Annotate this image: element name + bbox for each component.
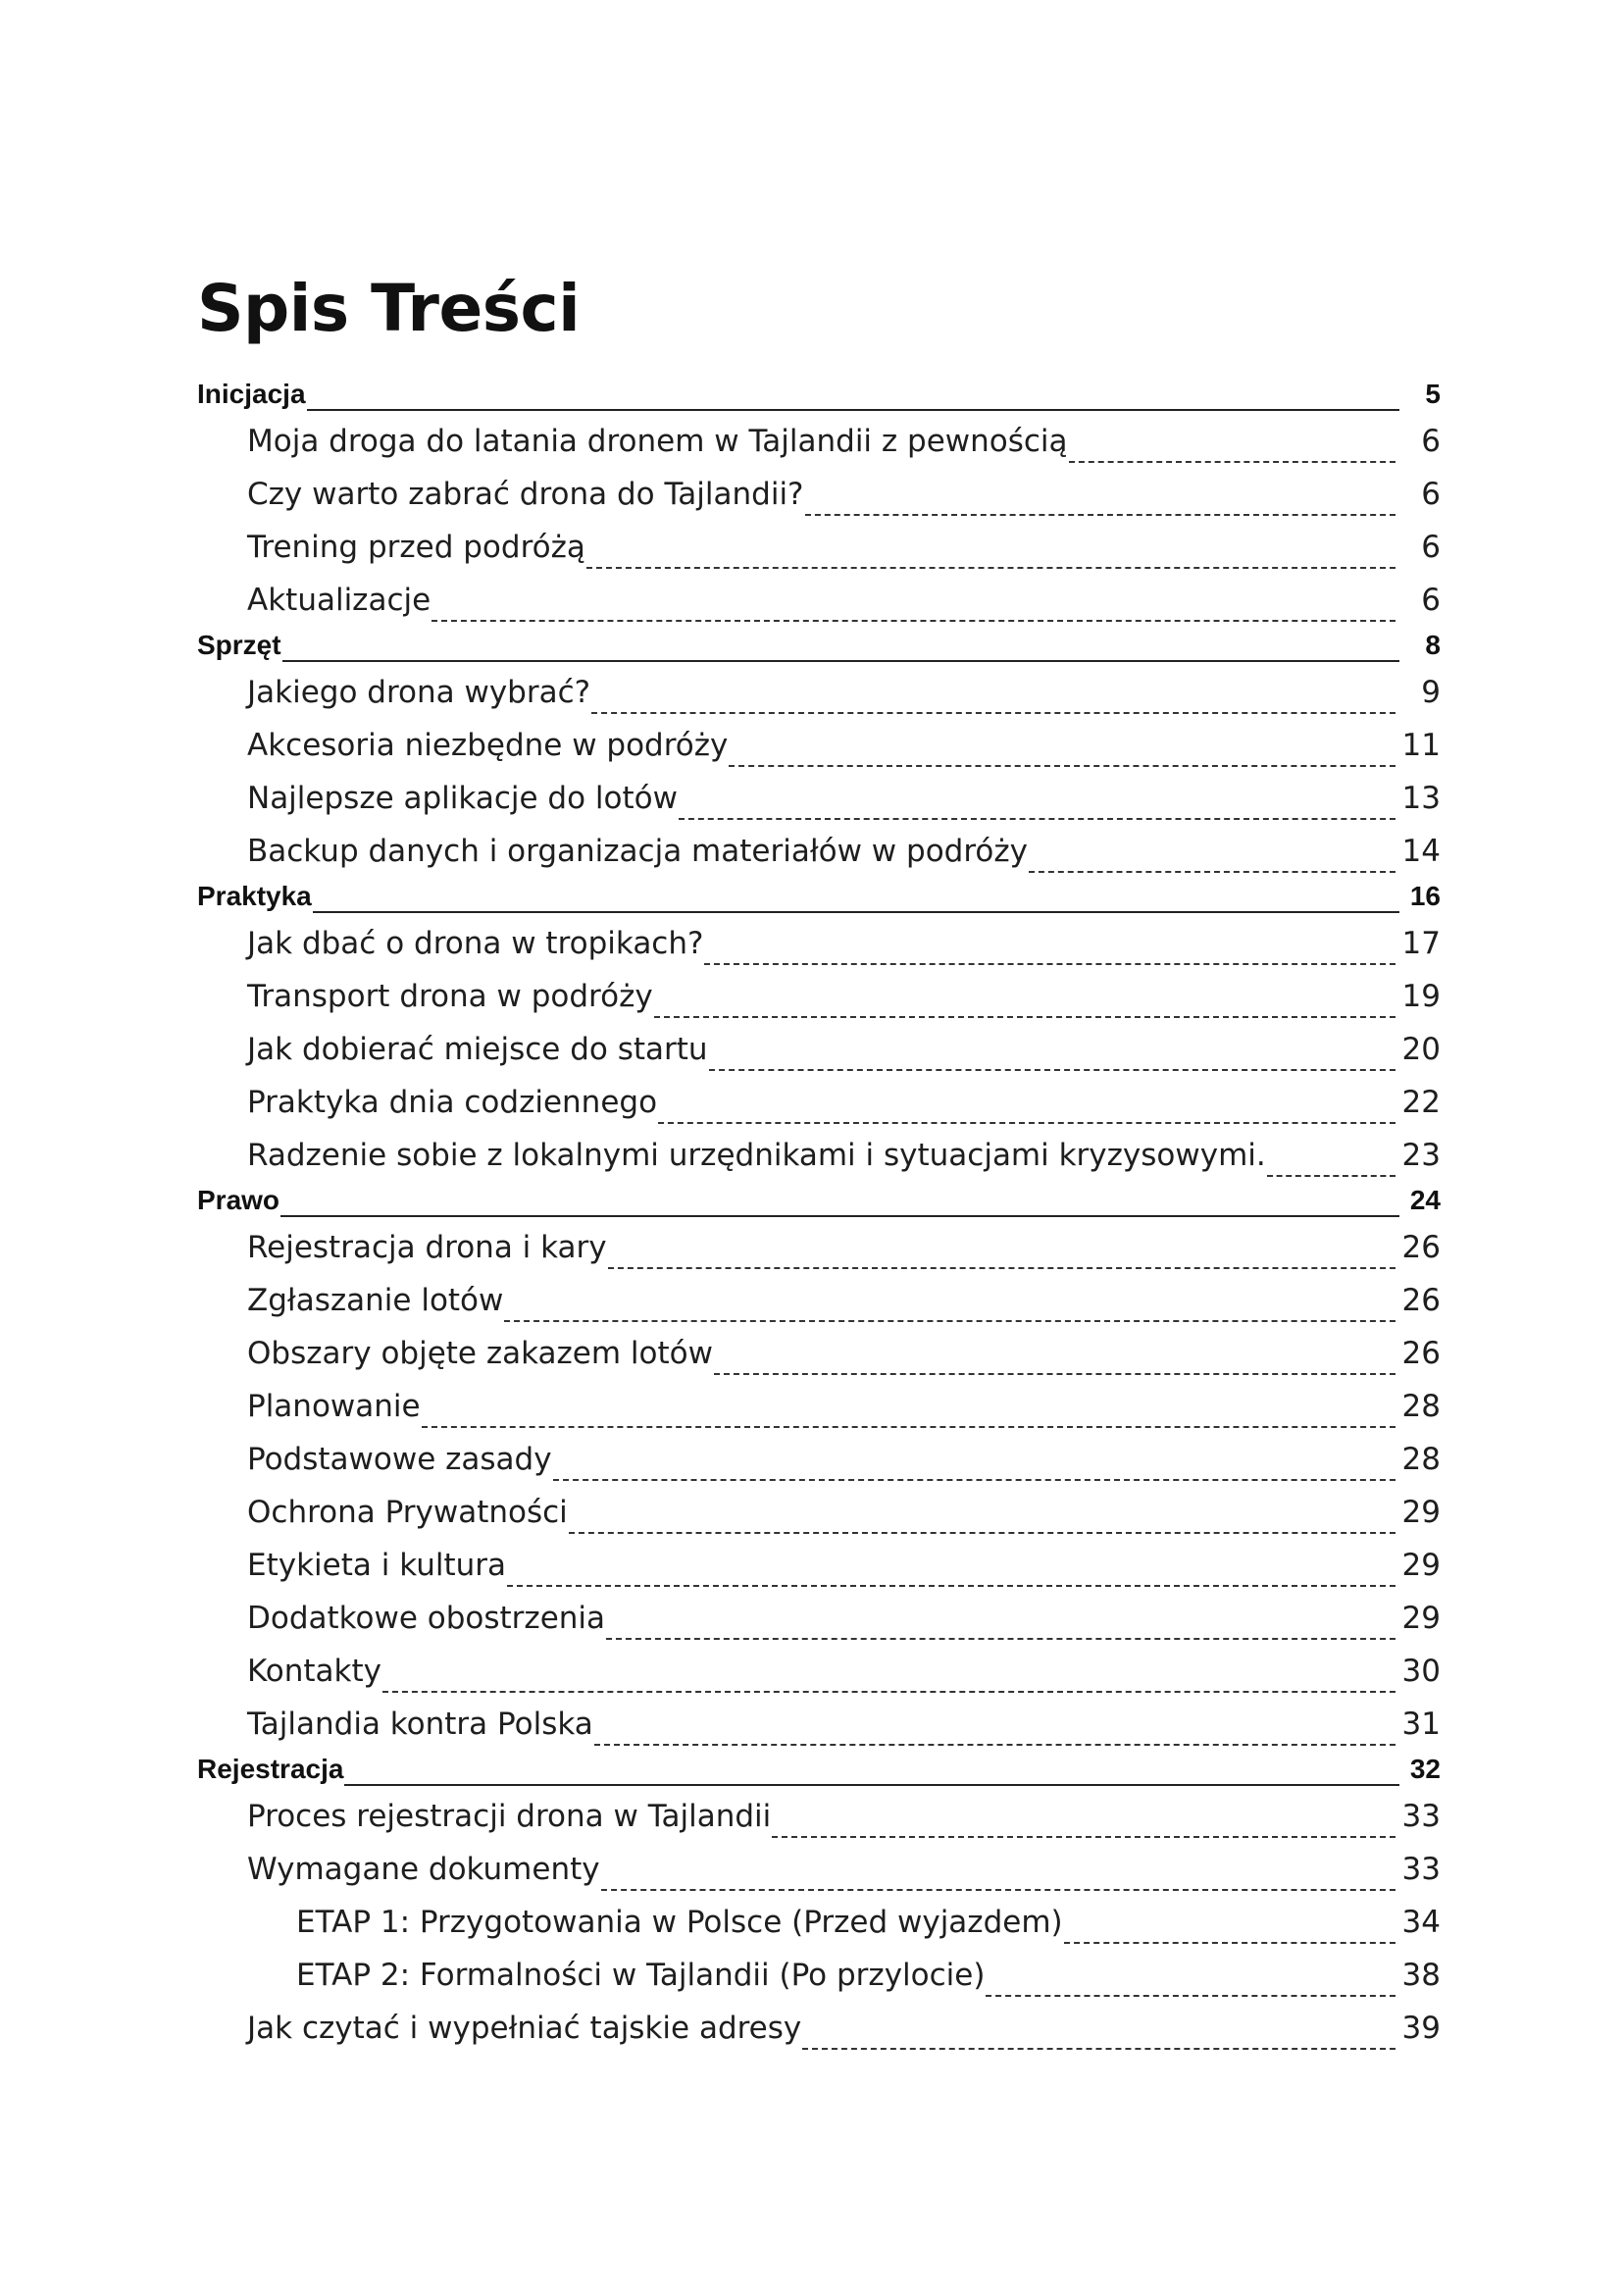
toc-page-number: 32 — [1409, 1754, 1441, 1784]
toc-leader-line — [594, 1744, 1396, 1746]
toc-entry[interactable] — [197, 1754, 1441, 1789]
toc-entry[interactable] — [247, 583, 1441, 626]
toc-entry[interactable] — [247, 1283, 1441, 1326]
toc-leader-line — [431, 620, 1396, 622]
toc-entry-title: Rejestracja — [197, 1754, 344, 1784]
toc-entry[interactable] — [247, 1138, 1441, 1181]
toc-entry-title: Kontakty — [247, 1654, 382, 1689]
toc-page-number: 29 — [1401, 1548, 1441, 1583]
toc-entry-title: ETAP 1: Przygotowania w Polsce (Przed wyjazdem) — [296, 1905, 1063, 1940]
toc-leader-line — [709, 1069, 1396, 1071]
toc-leader-line — [280, 1215, 1399, 1217]
toc-page-number: 26 — [1401, 1230, 1441, 1265]
toc-leader-line — [608, 1267, 1396, 1269]
toc-page-number: 6 — [1421, 424, 1441, 459]
toc-page-number: 34 — [1401, 1905, 1441, 1940]
toc-entry[interactable] — [296, 1958, 1441, 2001]
toc-entry[interactable] — [197, 881, 1441, 916]
toc-page-number: 6 — [1421, 530, 1441, 565]
toc-leader-line — [507, 1585, 1396, 1587]
toc-entry[interactable] — [247, 477, 1441, 520]
toc-entry[interactable] — [296, 1905, 1441, 1948]
toc-entry-title: Praktyka — [197, 881, 312, 911]
toc-entry-title: Radzenie sobie z lokalnymi urzędnikami i sytuacjami kryzysowymi. — [247, 1138, 1266, 1173]
toc-leader-line — [422, 1426, 1396, 1428]
toc-entry[interactable] — [247, 926, 1441, 969]
toc-entry-title: Jak dobierać miejsce do startu — [247, 1032, 708, 1067]
toc-entry-title: Jak czytać i wypełniać tajskie adresy — [247, 2011, 802, 2046]
toc-leader-line — [382, 1691, 1396, 1693]
toc-page-number: 24 — [1409, 1185, 1441, 1215]
toc-entry[interactable] — [247, 1032, 1441, 1075]
toc-entry[interactable] — [247, 424, 1441, 467]
toc-entry[interactable] — [247, 834, 1441, 877]
toc-leader-line — [344, 1784, 1399, 1786]
toc-leader-line — [704, 963, 1396, 965]
toc-leader-line — [569, 1532, 1396, 1534]
toc-entry[interactable] — [197, 379, 1441, 414]
toc-page-number: 19 — [1401, 979, 1441, 1014]
toc-leader-line — [714, 1373, 1396, 1375]
toc-leader-line — [986, 1995, 1396, 1997]
toc-leader-line — [601, 1889, 1396, 1891]
toc-page-number: 6 — [1421, 477, 1441, 512]
toc-page-number: 28 — [1401, 1442, 1441, 1477]
toc-entry-title: ETAP 2: Formalności w Tajlandii (Po przylocie) — [296, 1958, 986, 1993]
toc-entry-title: Etykieta i kultura — [247, 1548, 506, 1583]
toc-entry-title: Obszary objęte zakazem lotów — [247, 1336, 713, 1371]
toc-entry-title: Trening przed podróżą — [247, 530, 585, 565]
toc-page-number: 5 — [1425, 379, 1441, 409]
toc-entry[interactable] — [247, 979, 1441, 1022]
toc-entry[interactable] — [197, 630, 1441, 665]
toc-page-number: 28 — [1401, 1389, 1441, 1424]
toc-leader-line — [658, 1122, 1396, 1124]
toc-entry[interactable] — [247, 675, 1441, 718]
toc-entry[interactable] — [247, 1389, 1441, 1432]
toc-leader-line — [307, 409, 1399, 411]
toc-entry-title: Jak dbać o drona w tropikach? — [247, 926, 704, 961]
toc-page-number: 39 — [1401, 2011, 1441, 2046]
toc-entry-title: Transport drona w podróży — [247, 979, 653, 1014]
toc-entry-title: Moja droga do latania dronem w Tajlandii z pewnością — [247, 424, 1068, 459]
toc-leader-line — [504, 1320, 1396, 1322]
toc-page-number: 29 — [1401, 1495, 1441, 1530]
toc-leader-line — [591, 712, 1396, 714]
toc-entry[interactable] — [247, 1495, 1441, 1538]
toc-entry[interactable] — [247, 728, 1441, 771]
toc-entry-title: Backup danych i organizacja materiałów w podróży — [247, 834, 1028, 869]
toc-leader-line — [606, 1638, 1396, 1640]
toc-page-number: 20 — [1401, 1032, 1441, 1067]
toc-page-number: 9 — [1421, 675, 1441, 710]
toc-leader-line — [1064, 1942, 1396, 1944]
toc-entry-title: Prawo — [197, 1185, 280, 1215]
toc-page-number: 29 — [1401, 1601, 1441, 1636]
toc-entry-title: Inicjacja — [197, 379, 306, 409]
toc-entry-title: Praktyka dnia codziennego — [247, 1085, 658, 1120]
toc-page-number: 38 — [1401, 1958, 1441, 1993]
toc-entry[interactable] — [247, 530, 1441, 573]
toc-page-number: 26 — [1401, 1283, 1441, 1318]
toc-leader-line — [1029, 871, 1396, 873]
toc-entry-title: Sprzęt — [197, 630, 281, 660]
toc-entry[interactable] — [247, 1336, 1441, 1379]
toc-entry-title: Proces rejestracji drona w Tajlandii — [247, 1799, 772, 1834]
toc-entry[interactable] — [247, 781, 1441, 824]
toc-entry-title: Najlepsze aplikacje do lotów — [247, 781, 678, 816]
toc-entry-title: Ochrona Prywatności — [247, 1495, 568, 1530]
toc-entry[interactable] — [247, 1548, 1441, 1591]
toc-entry-title: Czy warto zabrać drona do Tajlandii? — [247, 477, 804, 512]
toc-page-number: 22 — [1401, 1085, 1441, 1120]
toc-page-number: 8 — [1425, 630, 1441, 660]
toc-entry[interactable] — [247, 1707, 1441, 1750]
toc-entry[interactable] — [247, 1654, 1441, 1697]
toc-entry[interactable] — [247, 1799, 1441, 1842]
toc-entry[interactable] — [247, 1442, 1441, 1485]
toc-page-number: 26 — [1401, 1336, 1441, 1371]
toc-entry-title: Planowanie — [247, 1389, 421, 1424]
toc-page-number: 6 — [1421, 583, 1441, 618]
toc-leader-line — [772, 1836, 1396, 1838]
toc-page-number: 13 — [1401, 781, 1441, 816]
toc-entry-title: Dodatkowe obostrzenia — [247, 1601, 606, 1636]
toc-leader-line — [586, 567, 1396, 569]
toc-page-number: 23 — [1401, 1138, 1441, 1173]
toc-entry-title: Rejestracja drona i kary — [247, 1230, 607, 1265]
page-title: Spis Treści — [197, 271, 581, 346]
toc-page-number: 14 — [1401, 834, 1441, 869]
toc-page-number: 16 — [1409, 881, 1441, 911]
toc-entry-title: Wymagane dokumenty — [247, 1852, 600, 1887]
toc-entry-title: Podstawowe zasady — [247, 1442, 552, 1477]
toc-entry-title: Zgłaszanie lotów — [247, 1283, 504, 1318]
toc-entry[interactable] — [247, 1601, 1441, 1644]
toc-page-number: 31 — [1401, 1707, 1441, 1742]
toc-entry[interactable] — [247, 1852, 1441, 1895]
toc-page-number: 17 — [1401, 926, 1441, 961]
toc-leader-line — [679, 818, 1396, 820]
toc-leader-line — [1267, 1175, 1396, 1177]
toc-leader-line — [282, 660, 1399, 662]
toc-leader-line — [553, 1479, 1396, 1481]
toc-entry-title: Akcesoria niezbędne w podróży — [247, 728, 729, 763]
toc-page-number: 11 — [1401, 728, 1441, 763]
toc-leader-line — [802, 2048, 1396, 2050]
toc-entry[interactable] — [247, 2011, 1441, 2054]
toc-entry[interactable] — [247, 1085, 1441, 1128]
toc-page-number: 33 — [1401, 1799, 1441, 1834]
toc-leader-line — [1069, 461, 1396, 463]
toc-leader-line — [805, 514, 1396, 516]
toc-leader-line — [313, 911, 1399, 913]
toc-entry-title: Aktualizacje — [247, 583, 431, 618]
toc-entry[interactable] — [247, 1230, 1441, 1273]
toc-leader-line — [729, 765, 1396, 767]
toc-entry[interactable] — [197, 1185, 1441, 1220]
toc-page-number: 30 — [1401, 1654, 1441, 1689]
toc-entry-title: Jakiego drona wybrać? — [247, 675, 591, 710]
toc-leader-line — [654, 1016, 1396, 1018]
toc-entry-title: Tajlandia kontra Polska — [247, 1707, 593, 1742]
toc-page-number: 33 — [1401, 1852, 1441, 1887]
